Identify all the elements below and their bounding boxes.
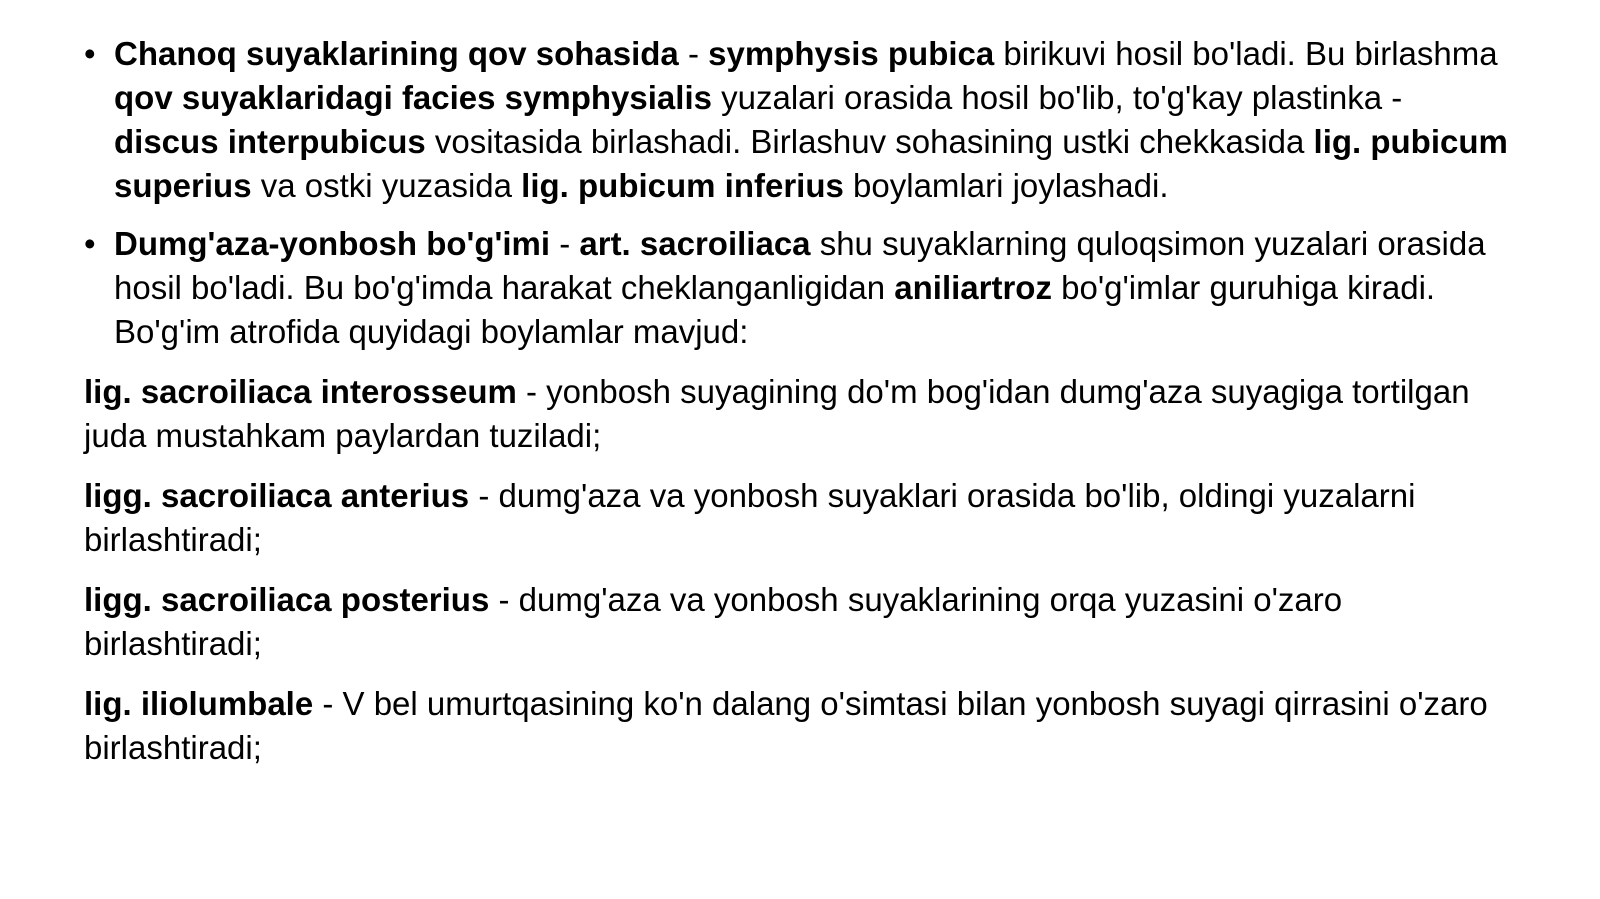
bold-term: discus interpubicus bbox=[114, 123, 426, 160]
bold-term: Dumg'aza-yonbosh bo'g'imi bbox=[114, 225, 551, 262]
text-run: vositasida birlashadi. Birlashuv sohasining ustki chekkasida bbox=[425, 123, 1314, 160]
text-run: bo'g'imlar guruhiga kiradi. Bo'g'im atrofida quyidagi boylamlar mavjud: bbox=[114, 269, 1436, 350]
ligament-paragraph-interosseum bbox=[84, 370, 1514, 458]
text-run: va ostki yuzasida bbox=[251, 167, 522, 204]
bullet-item-symphysis bbox=[84, 32, 1514, 208]
bold-term: lig. pubicum inferius bbox=[521, 167, 844, 204]
text-run: shu suyaklarning quloqsimon yuzalari orasida hosil bo'ladi. Bu bo'g'imda harakat cheklanganligidan bbox=[114, 225, 1486, 306]
text-run: - bbox=[550, 225, 580, 262]
slide-content bbox=[84, 32, 1514, 784]
bold-term: symphysis pubica bbox=[708, 35, 995, 72]
ligament-term: lig. sacroiliaca interosseum bbox=[84, 373, 517, 410]
ligament-description: - V bel umurtqasining ko'n dalang o'simtasi bilan yonbosh suyagi qirrasini o'zaro birlashtiradi; bbox=[84, 685, 1488, 766]
bullet-icon: • bbox=[84, 35, 96, 72]
bullet-text bbox=[114, 35, 1508, 204]
ligament-paragraph-iliolumbale bbox=[84, 682, 1514, 770]
ligament-paragraph-anterius bbox=[84, 474, 1514, 562]
bold-term: qov suyaklaridagi facies symphysialis bbox=[114, 79, 712, 116]
text-run: boylamlari joylashadi. bbox=[843, 167, 1169, 204]
ligament-term: lig. iliolumbale bbox=[84, 685, 314, 722]
ligament-description: - dumg'aza va yonbosh suyaklarining orqa yuzasini o'zaro birlashtiradi; bbox=[84, 581, 1343, 662]
ligament-paragraph-posterius bbox=[84, 578, 1514, 666]
bullet-icon: • bbox=[84, 225, 96, 262]
text-run: birikuvi hosil bo'ladi. Bu birlashma bbox=[994, 35, 1498, 72]
text-run: yuzalari orasida hosil bo'lib, to'g'kay plastinka - bbox=[711, 79, 1403, 116]
ligament-description: - yonbosh suyagining do'm bog'idan dumg'aza suyagiga tortilgan juda mustahkam paylardan tuziladi; bbox=[84, 373, 1470, 454]
ligament-description: - dumg'aza va yonbosh suyaklari orasida bo'lib, oldingi yuzalarni birlashtiradi; bbox=[84, 477, 1416, 558]
text-run: - bbox=[678, 35, 709, 72]
bold-term: art. sacroiliaca bbox=[579, 225, 811, 262]
bold-term: aniliartroz bbox=[894, 269, 1052, 306]
ligament-term: ligg. sacroiliaca anterius bbox=[84, 477, 470, 514]
bullet-item-sacroiliac-joint bbox=[84, 222, 1514, 354]
bold-term: lig. pubicum superius bbox=[114, 123, 1508, 204]
bold-term: Chanoq suyaklarining qov sohasida bbox=[114, 35, 679, 72]
bullet-text bbox=[114, 225, 1486, 350]
ligament-term: ligg. sacroiliaca posterius bbox=[84, 581, 490, 618]
